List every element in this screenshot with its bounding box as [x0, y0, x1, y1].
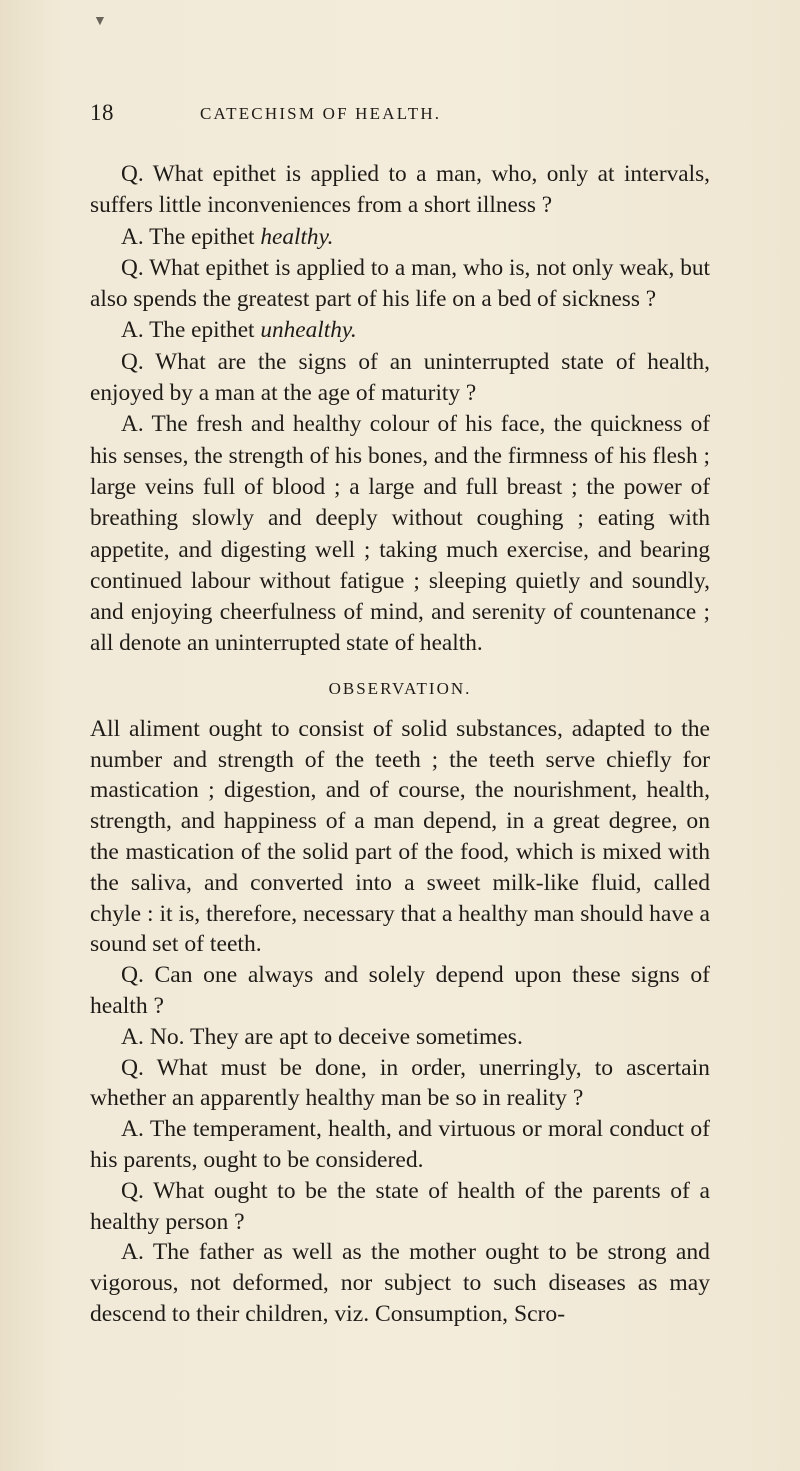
- question-prefix: Q.: [121, 161, 144, 187]
- answer-prefix: A.: [121, 1023, 144, 1050]
- answer-paragraph: [90, 1022, 710, 1053]
- question-text: What are the signs of an uninterrupted state of health, enjoyed by a man at the age of maturity ?: [90, 348, 710, 407]
- running-head: [90, 100, 710, 126]
- question-text: What epithet is applied to a man, who is, not only weak, but also spends the greatest part of his life on a bed of sickness ?: [90, 254, 710, 313]
- lower-text: [90, 714, 710, 1330]
- running-title: CATECHISM OF HEALTH.: [200, 104, 442, 123]
- answer-text: The temperament, health, and virtuous or moral conduct of his parents, ought to be considered.: [90, 1116, 710, 1173]
- question-prefix: Q.: [121, 962, 144, 989]
- page-number: 18: [90, 100, 114, 125]
- question-prefix: Q.: [121, 1177, 144, 1204]
- answer-emphasis: unhealthy.: [260, 317, 357, 344]
- question-prefix: Q.: [121, 254, 144, 281]
- answer-text: No. They are apt to deceive sometimes.: [149, 1023, 523, 1050]
- question-paragraph: [90, 253, 710, 316]
- question-text: What ought to be the state of health of the parents of a healthy person ?: [90, 1177, 710, 1235]
- answer-text: The fresh and healthy colour of his face, the quickness of his senses, the strength of his bones, and the firmness of his flesh ; large veins full of blood ; a large and full breast ; the power of breathing slowly and deeply without coughing ; eating with appetite, and digesting well ; taking much exercise, and bearing continued labour without fatigue ; sleeping quietly and soundly, and enjoying cheerfulness of mind, and serenity of countenance ; all denote an uninterrupted state of health.: [90, 411, 711, 657]
- answer-paragraph: [90, 409, 710, 659]
- question-paragraph: [90, 1053, 710, 1115]
- body-text: [90, 159, 710, 1330]
- answer-prefix: A.: [121, 1239, 144, 1266]
- answer-paragraph: [90, 1237, 710, 1329]
- answer-prefix: A.: [121, 411, 144, 438]
- question-text: What must be done, in order, unerringly, to ascertain whether an apparently healthy man be so in reality ?: [90, 1054, 710, 1112]
- corner-triangle-mark: ▼: [93, 14, 107, 29]
- question-text: Can one always and solely depend upon these signs of health ?: [90, 962, 710, 1019]
- answer-text: The epithet: [149, 317, 255, 344]
- observation-heading: OBSERVATION.: [328, 678, 472, 698]
- question-paragraph: [90, 960, 710, 1022]
- answer-text: The epithet: [149, 223, 255, 250]
- answer-prefix: A.: [121, 317, 144, 344]
- answer-paragraph: [90, 222, 710, 253]
- question-paragraph: [90, 347, 710, 410]
- answer-prefix: A.: [121, 1116, 144, 1143]
- question-paragraph: [90, 159, 710, 222]
- answer-paragraph: [90, 315, 710, 346]
- observation-paragraph: All aliment ought to consist of solid substances, adapted to the number and strength of the teeth ; the teeth serve chiefly for mastication ; digestion, and of course, the nourishment, health, strength, and happiness of a man depend, in a great degree, on the mastication of the solid part of the food, which is mixed with the saliva, and converted into a sweet milk-like fluid, called chyle : it is, therefore, necessary that a healthy man should have a sound set of teeth.: [90, 715, 710, 958]
- answer-paragraph: [90, 1114, 710, 1176]
- question-text: What epithet is applied to a man, who, only at intervals, suffers little inconveniences from a short illness ?: [90, 161, 710, 219]
- answer-emphasis: healthy.: [260, 223, 334, 250]
- answer-text: The father as well as the mother ought to be strong and vigorous, not deformed, nor subject to such diseases as may descend to their children, viz. Consumption, Scro-: [90, 1239, 710, 1327]
- question-prefix: Q.: [121, 348, 144, 375]
- question-paragraph: [90, 1176, 710, 1238]
- question-prefix: Q.: [121, 1054, 144, 1081]
- answer-prefix: A.: [121, 223, 144, 250]
